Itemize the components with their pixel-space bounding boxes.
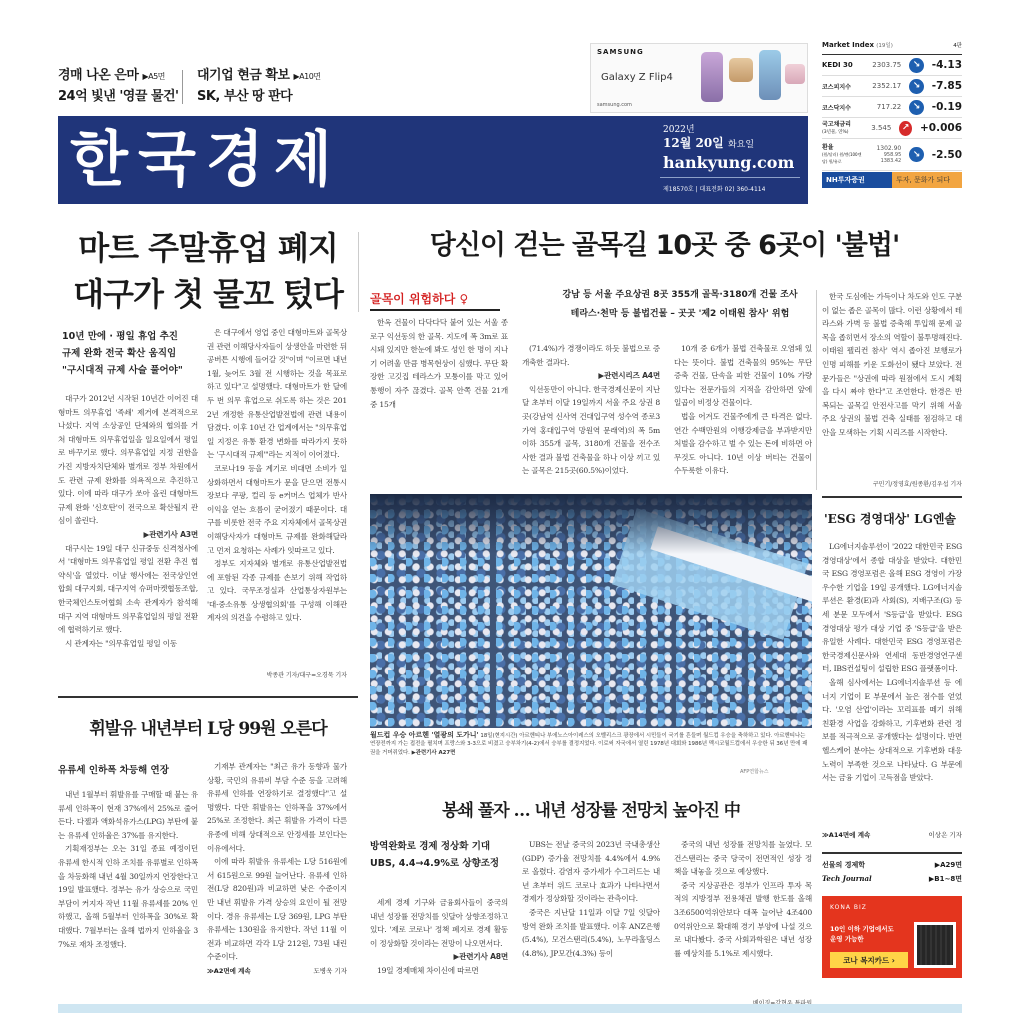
market-title: Market Index (822, 41, 875, 49)
masthead-phone: 대표전화 02) 360-4114 (699, 186, 766, 193)
story4-footer (207, 966, 347, 975)
kona-line2: 운영 가능한 (830, 935, 864, 943)
story4-headline[interactable]: 휘발유 내년부터 L당 99원 오른다 (89, 719, 327, 739)
teaser-3-text: 대기업 현금 확보 (197, 68, 290, 83)
market-change: -7.85 (931, 80, 962, 92)
market-name-sub: (원/달러) 원/엔(100엔당) 원/유로 (822, 152, 862, 164)
story5-col3 (674, 838, 812, 998)
story2-ref[interactable]: ▶관련시리즈 A4면 (598, 371, 660, 381)
market-change: -2.50 (931, 148, 962, 161)
story1-para: 시 관계자는 "의무휴업일 평일 이동 (65, 638, 178, 648)
story4-subhead: 유류세 인하폭 차등해 연장 (58, 765, 169, 776)
story5-headline[interactable]: 봉쇄 풀자 … 내년 성장률 전망치 높아진 中 (442, 801, 740, 821)
market-name-wrap (822, 121, 864, 136)
story4-ref[interactable]: ≫A2면에 계속 (207, 967, 251, 975)
story5-para: 세계 경제 기구와 금융회사들이 중국의 내년 성장률 전망치를 잇달아 상향조정하고 있다. '제로 코로나' 정책 폐지로 경제 활동이 정상화할 것이라는 전망이 나오면서다. (370, 898, 508, 948)
alert-icon: ♀ (459, 292, 469, 306)
teaser-2-text: 24억 빛낸 '영끌 물건' (58, 89, 179, 104)
story1-byline: 박종관 기자/대구=오경묵 기자 (207, 670, 347, 679)
samsung-ad[interactable] (590, 43, 808, 113)
masthead-year: 2022년 (663, 125, 695, 135)
teaser-divider (182, 70, 183, 104)
phone-image-1 (701, 52, 723, 102)
story1-sub-3: "구시대적 규제 사슬 풀어야" (62, 365, 183, 376)
teaser-right[interactable] (197, 66, 337, 108)
story1-para: 정부도 지자체와 별개로 유통산업발전법에 포함된 각종 규제를 손보기 위해 작업하고 있다. 국무조정실과 산업통상자원부는 '대·중소유통 상생협의회'를 구성해 이해관계자의 의견을 수렴하고 있다. (207, 559, 347, 623)
masthead-site[interactable]: hankyung.com (663, 153, 795, 172)
down-arrow-icon: ↘ (909, 79, 924, 94)
story5-sub-1: 방역완화로 경제 정상화 기대 (370, 841, 491, 852)
photo-credit: AFP연합뉴스 (740, 769, 769, 775)
story5-subheads (370, 838, 510, 872)
market-value-wrap (863, 146, 902, 164)
story1-headline-line2: 대구가 첫 물꼬 텄다 (73, 275, 343, 313)
market-value: 2303.75 (872, 61, 902, 69)
story5-col1 (370, 896, 508, 1013)
market-change: -0.19 (931, 101, 962, 113)
market-row-fx (822, 139, 962, 171)
teaser-left[interactable] (58, 66, 188, 108)
story1-subheads (62, 328, 202, 379)
market-name: 국고채금리 (822, 120, 851, 128)
story4-para: 기재부 관계자는 "최근 유가 동향과 물가 상황, 국민의 유류비 부담 수준 등을 고려해 유류세 인하를 연장하기로 결정했다"고 설명했다. 다만 휘발유는 인하폭을 37%에서 25%로 조정한다. 최근 휘발유 가격이 다른 유종에 비해 상대적으로 안정세를 보인다는 이유에서다. (207, 762, 347, 853)
story4-para: 기획재정부는 오는 31일 종료 예정이던 유류세 한시적 인하 조치를 유류별로 인하폭을 차등화해 내년 4월 30일까지 연장한다고 19일 발표했다. 정부는 유가 상승으로 국민 부담이 커지자 작년 11월 유류세를 20% 인하했고, 올해 5월부터 인하폭을 30%로 확대했다. 7월부터는 올해 법까지 인하율을 37%로 재차 조정했다. (58, 844, 198, 949)
story1-col1 (58, 392, 198, 688)
index-ref: ▶B1~8면 (928, 875, 962, 883)
story4-rule (58, 696, 358, 698)
masthead-issue: 제18570호 (663, 186, 694, 193)
market-name: KEDI 30 (822, 61, 853, 69)
index-label: Tech Journal (822, 874, 872, 883)
sponsor-tagline: 투자, 문화가 되다 (892, 172, 962, 188)
index-row-1[interactable] (822, 858, 962, 872)
story4-para: 내년 1월부터 휘발유를 구매할 때 붙는 유류세 인하폭이 현재 37%에서 25%로 줄어든다. 다젤과 액화석유가스(LPG) 부탄에 붙는 유류세 인하율은 37%를 유지한다. (58, 790, 198, 840)
story3-footer (822, 830, 962, 839)
market-ref: (19일) (876, 43, 893, 49)
story2-col1 (370, 316, 508, 484)
phone-image-2 (729, 58, 753, 82)
story2-byline: 구민기/정영효/원종환/김우섭 기자 (872, 481, 962, 488)
argentina-crowd-photo[interactable] (370, 494, 812, 728)
index-ref: ▶A29면 (934, 861, 962, 869)
story4-byline: 도병욱 기자 (313, 967, 347, 975)
story5-sub-2: UBS, 4.4→4.9%로 상향조정 (370, 858, 500, 869)
story1-para: 대구가 2012년 시작된 10년간 이어진 대형마트 의무휴업 '족쇄' 제거에 본격적으로 나섰다. 지역 소상공인 단체와의 협의를 거쳐 대형마트 의무휴업일을 일요일에서 평일로 바꾸기로 했다. 의무휴업일 지정 권한을 가진 지방자치단체와 별개로 정부 차원에서도 관련 규제 완화를 의욕적으로 추진하고 있다. 이에 따라 대구가 쏘아 올린 대형마트 규제 완화 '신호탄'이 전국으로 확산될지 관심이 쏠린다. (58, 394, 198, 526)
index-rule (822, 852, 962, 854)
masthead-issue-wrap: 제18570호 | 대표전화 02) 360-4114 (663, 186, 766, 193)
story3-para: LG에너지솔루션이 '2022 대한민국 ESG 경영대상'에서 종합 대상을 받았다. 대한민국 ESG 경영포럼은 올해 ESG 경영이 가장 우수한 기업을 19일 공개했다. LG에너지솔루션은 환경(E)과 사회(S), 지배구조(G) 등 세 분문 모두에서 'S등급'을 받았다. ESG 경영대상 평가 대상 기업 중 'S등급'을 받은 유일한 사례다. 대한민국 ESG 경영포럼은 한국경제신문사와 연세대 동반경영연구센터, IBS컨설팅이 설립한 ESG 플랫폼이다. (822, 542, 962, 674)
market-name-wrap (822, 144, 863, 165)
ad-brand: SAMSUNG (597, 48, 644, 56)
story2-col4 (822, 290, 962, 478)
index-row-2[interactable] (822, 872, 962, 886)
market-name: 환율 (822, 144, 834, 151)
market-header (822, 41, 962, 55)
masthead-weekday: 화요일 (727, 140, 755, 150)
newspaper-title: 한국경제 (70, 125, 342, 195)
index-box (822, 858, 962, 886)
story2-sub-2: 테라스·천막 등 불법건물 – 곳곳 '제2 이태원 참사' 위험 (570, 309, 790, 319)
index-label: 선물의 경제학 (822, 861, 866, 869)
kona-cta-button[interactable]: 코나 복지카드 › (830, 952, 908, 968)
story1-col2 (207, 326, 347, 684)
market-row-kospi (822, 76, 962, 97)
ad-url: samsung.com (597, 102, 632, 108)
sponsor-name: NH투자증권 (822, 172, 892, 188)
kona-line1: 10인 이하 기업에서도 (830, 925, 894, 933)
story3-rule (822, 496, 962, 498)
kona-copy (830, 924, 910, 944)
story1-headline-line1: 마트 주말휴업 폐지 (78, 229, 338, 267)
market-row-kosdaq (822, 97, 962, 118)
qr-code-icon (914, 922, 956, 968)
story2-para: 한옥 건물이 다닥다닥 붙어 있는 서울 종로구 익선동의 한 골목. 지도에 폭 3m로 표시돼 있지만 한눈에 봐도 성인 한 명이 지나기 어려울 만큼 병목현상이 심했다. 무단 확장한 고깃집 테라스가 모퉁이를 막고 있어 통행이 자주 끊겼다. 골목 안쪽 건물 21개 중 15개 (370, 318, 508, 409)
story1-para: 대구시는 19일 대구 신규중동 신격청사에서 '대형마트 의무휴업일 평일 전환 추진 협약식'을 열었다. 이날 행사에는 전국상인연합회 대구지회, 대구지역 슈퍼마켓협동조합, 한국체인스토어협회 소속 관계자가 참석해 대구 지역 대형마트 의무휴업일의 평일 전환에 협력하기로 했다. (58, 543, 198, 635)
story3-body (822, 540, 962, 820)
story2-para: 법을 어겨도 건물주에게 큰 타격은 없다. 연간 수백만원의 이행강제금을 부과받지만 처벌을 감수하고 벌 수 있는 돈에 비하면 아무것도 아니다. 10년 이상 버티는 건물이 수두룩한 이유다. (674, 411, 812, 476)
kona-brand: KONA BIZ (830, 904, 867, 911)
teaser-4-text: SK, 부산 땅 판다 (197, 89, 293, 104)
up-arrow-icon: ↗ (899, 121, 912, 136)
market-name: 코스닥지수 (822, 104, 851, 112)
market-name-sub: (3년물, 연%) (822, 129, 849, 135)
photo-caption-ref[interactable]: ▶관련기사 A27면 (411, 749, 456, 756)
market-index-panel (822, 41, 962, 199)
masthead-rule (660, 177, 800, 178)
market-change: -4.13 (931, 59, 962, 71)
market-change: +0.006 (919, 122, 962, 134)
story1-para: 은 대구에서 영업 중인 대형마트와 골목상권 관련 이해당사자들이 상생안을 마련한 뒤 공버튼 시행에 들어갈 것"이며 "이르면 내년 1월, 늦어도 3월 전 시행하는 것을 목표로 하고 있다"고 설명했다. 대형마트가 한 달에 두 번 의무 휴업으로 쉬도록 하는 것은 2012년 개정한 유통산업발전법에 관련 내용이 담겼다. 이후 10년 간 업계에서는 "의무휴업일 지정은 유통 환경 변화를 따라가지 못하는 '구시대적 규제'"라는 지적이 이어졌다. (207, 328, 347, 460)
story1-sub-2: 규제 완화 전국 확산 움직임 (62, 348, 177, 359)
market-value-3: 1383.42 (880, 157, 902, 164)
teaser-1-ref: ▶A5면 (142, 72, 165, 81)
market-unit: 4판 (953, 43, 962, 49)
story3-byline: 이상은 기자 (928, 831, 962, 839)
bottom-ad-strip (58, 1004, 962, 1013)
kona-card-ad[interactable] (822, 896, 962, 978)
story4-col2 (207, 760, 347, 972)
story2-series-label[interactable] (370, 290, 500, 311)
ad-product: Galaxy Z Flip4 (601, 72, 673, 83)
teaser-1-text: 경매 나온 은마 (58, 68, 139, 83)
market-row-bond (822, 118, 962, 139)
story2-series: 골목이 위험하다 (370, 292, 456, 306)
story5-col2 (522, 838, 660, 1010)
story2-col3 (674, 342, 812, 484)
story1-ref[interactable]: ▶관련기사 A3면 (143, 529, 198, 539)
story5-ref[interactable]: ▶관련기사 A8면 (453, 952, 508, 962)
column-divider (816, 290, 817, 490)
story2-subheads (540, 286, 820, 324)
story5-para: 중국 지상공관은 정부가 인프라 투자 목적의 지방정부 전용채권 발행 한도를 올해 3조6500억위안보다 대폭 늘어난 4조4000억위안으로 확대해 경기 부양에 나설 것으로 내다봤다. 중국 사회과학원은 내년 성장률 예상치를 5.1%로 제시했다. (674, 880, 812, 958)
phone-image-3 (759, 50, 781, 100)
down-arrow-icon: ↘ (909, 100, 924, 115)
story5-para: 19일 경제매체 차이신에 따르면 (377, 965, 479, 975)
story2-para: 한국 도심에는 가득이나 차도와 인도 구분이 없는 좁은 골목이 많다. 이런 상황에서 테라스와 가벽 등 불법 증축해 투입해 문제 골목을 좁히면서 장소의 역할이 불투명해진다. 이태원 펠리컨 참사' 역시 좁아진 보행로가 인명 피해를 키운 도화선이 됐다 보았다. 전문가들은 "상권에 따라 원점에서 도시 계획을 다시 짜야 한다"고 조언한다. 한경은 반복되는 골목길 안전사고를 막기 위해 서울 주요 상권의 불법 건축 실태를 점검하고 대안을 모색하는 기획 시리즈를 시작한다. (822, 292, 962, 437)
story4-para: 이에 따라 휘발유 유류세는 L당 516원에서 615원으로 99원 늘어난다. 유류세 인하 전(L당 820원)과 비교하면 낮은 수준이지만 내년 휘발유 가격 상승의 요인이 될 전망이다. 경유 유류세는 L당 369원, LPG 부탄 유류세는 130원을 유지한다. 작년 11월 이전과 비교하면 각각 L당 212원, 73원 내린 수준이다. (207, 857, 347, 962)
masthead-date-wrap (663, 134, 754, 151)
story1-para: 코로나19 등을 계기로 비대면 소비가 일상화하면서 대형마트가 문을 닫으면 전통시장보다 쿠팡, 컬리 등 e커머스 업체가 반사이익을 얻는 흐름이 굳어졌기 때문이다. 대구를 비롯한 전국 주요 지자체에서 골목상권 이해당사자가 대형마트 규제를 완화해달라고 먼저 요청하는 사례가 잇따르고 있다. (207, 463, 347, 555)
down-arrow-icon: ↘ (909, 58, 924, 73)
market-name: 코스피지수 (822, 83, 851, 91)
market-value-2: 958.95 (883, 151, 902, 158)
story3-headline[interactable]: 'ESG 경영대상' LG엔솔 (824, 512, 957, 526)
market-row-kedi (822, 55, 962, 76)
masthead-date: 12월 20일 (663, 136, 724, 150)
down-arrow-icon: ↘ (909, 147, 924, 162)
story2-col2 (522, 342, 660, 484)
story1-sub-1: 10년 만에 · 평일 휴업 추진 (62, 331, 178, 342)
story2-para: (71.4%)가 경쟁이라도 하듯 불법으로 증개축한 결과다. (522, 344, 660, 367)
story5-para: 중국은 지난달 11일과 이달 7일 잇달아 방역 완화 조치를 발표했다. 이후 ANZ은행(5.4%), 모건스탠리(5.4%), 노무라홀딩스(4.8%), JP모간(4.3%) 등이 (522, 907, 660, 958)
story2-headline[interactable]: 당신이 걷는 골목길 10곳 중 6곳이 '불법' (429, 230, 900, 261)
column-divider (358, 232, 359, 312)
market-value: 3.545 (871, 124, 892, 132)
story5-para: UBS는 전날 중국의 2023년 국내총생산(GDP) 증가율 전망치를 4.4%에서 4.9%로 올렸다. 감염자 증가세가 수그러드는 내년 초부터 위드 코로나 효과가 나타나면서 경제가 정상화할 것이라는 관측이다. (522, 840, 660, 904)
story3-ref[interactable]: ≫A14면에 계속 (822, 831, 871, 839)
masthead (58, 116, 808, 204)
story2-para: 10개 중 6개가 불법 건축물로 오염돼 있다는 뜻이다. 불법 건축물의 95%는 무단 증축 건물, 단속을 피한 건물이 10% 가량 있다는 전문가들의 지적을 감안하면 앞에 일곱이 비정상 건물이다. (674, 344, 812, 408)
photo-sky (370, 494, 812, 554)
story5-para: 중국의 내년 성장률 전망치를 높였다. 모건스탠리는 중국 당국이 전면적인 성장 정책을 내놓을 것으로 예상했다. (674, 840, 812, 877)
teaser-3-ref: ▶A10면 (293, 72, 321, 81)
photo-caption-title: 월드컵 우승 아르헨 '열광의 도가니' (370, 731, 479, 739)
story2-para: 익선동만이 아니다. 한국경제신문이 지난달 초부터 이달 19일까지 서울 주요 상권 8곳(강남역 신사역 건대입구역 성수역 종로3가역 홍대입구역 망원역 문래역)의 폭 5m 이하 355개 골목, 3180개 건물을 전수조사한 결과 불법 건축물을 하나 이상 끼고 있는 골목은 215곳(60.5%)이었다. (522, 384, 660, 476)
phone-image-4 (785, 64, 805, 84)
story4-col1 (58, 788, 198, 1013)
story2-sub-1: 강남 등 서울 주요상권 8곳 355개 골목·3180개 건물 조사 (562, 290, 798, 300)
photo-caption-text: 18일(현지시간) 아르헨티나 부에노스아이레스의 오벨리스크 광장에서 시민들이 국기를 흔들며 월드컵 우승을 축하하고 있다. 아르헨티나는 연장전까지 가는 접전을 펼치며 프랑스와 3-3으로 비겼고 승부차기(4-2)에서 승부를 결정지었다. 이로써 자국에서 열린 1978년 대회와 1986년 멕시코월드컵에서 우승한 뒤 36년 만에 패권을 거머쥐었다. (370, 733, 808, 756)
market-value: 717.22 (876, 103, 902, 111)
market-value: 1302.90 (876, 144, 902, 152)
story3-para: 올해 심사에서는 LG에너지솔루션 등 에너지 기업이 E 부문에서 높은 점수를 얻었다. '오염 산업'이라는 꼬리표를 떼기 위해 친환경 사업을 강화하고, 기후변화 관련 정보를 적극적으로 공개했다는 설명이다. 반면 헬스케어 분야는 상대적으로 기후변화 대응 노력이 부족한 것으로 나타났다. G 부문에서는 금융 기업이 고득점을 받았다. (822, 677, 962, 783)
market-value: 2352.17 (872, 82, 902, 90)
market-sponsor[interactable] (822, 172, 962, 188)
story1-headline[interactable] (58, 225, 358, 317)
